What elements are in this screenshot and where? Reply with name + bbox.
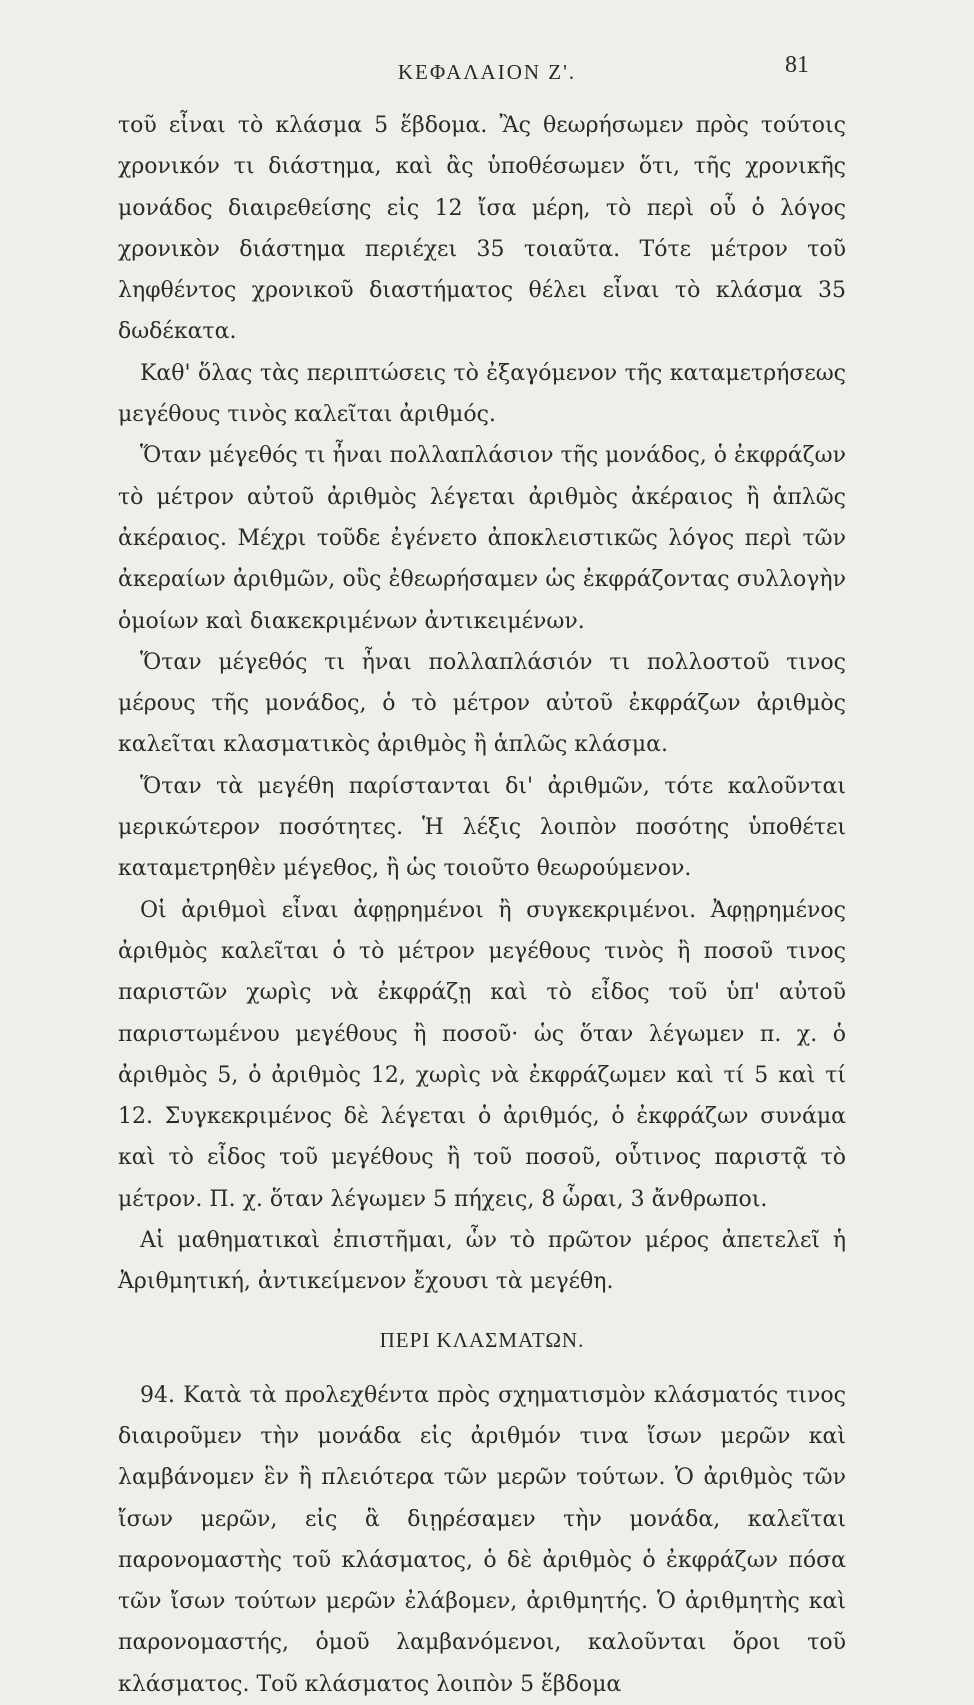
running-head: ΚΕΦΑΛΑΙΟΝ Ζ'. <box>397 60 577 84</box>
paragraph-continuation: τοῦ εἶναι τὸ κλάσμα 5 ἕβδομα. Ἂς θεωρήσωμεν πρὸς τούτοις χρονικόν τι διάστημα, καὶ ἂς ὑποθέσωμεν ὅτι, τῆς χρονικῆς μονάδος διαιρεθείσης εἰς 12 ἴσα μέρη, τὸ περὶ οὗ ὁ λόγος χρονικὸν διάστημα περιέχει 35 τοιαῦτα. Τότε μέτρον τοῦ ληφθέντος χρονικοῦ διαστήματος θέλει εἶναι τὸ κλάσμα 35 δωδέκατα. <box>118 113 846 345</box>
paragraph-number-definition: Καθ' ὅλας τὰς περιπτώσεις τὸ ἐξαγόμενον τῆς καταμετρήσεως μεγέθους τινὸς καλεῖται ἀριθμός. <box>118 360 846 428</box>
paragraph-abstract-concrete: Οἱ ἀριθμοὶ εἶναι ἀφῃρημένοι ἢ συγκεκριμένοι. Ἀφῃρημένος ἀριθμὸς καλεῖται ὁ τὸ μέτρον μεγέθους τινὸς ἢ ποσοῦ τινος παριστῶν χωρὶς νὰ ἐκφράζῃ καὶ τὸ εἶδος τοῦ ὑπ' αὐτοῦ παριστωμένου μεγέθους ἢ ποσοῦ· ὡς ὅταν λέγωμεν π. χ. ὁ ἀριθμὸς 5, ὁ ἀριθμὸς 12, χωρὶς νὰ ἐκφράζωμεν καὶ τί 5 καὶ τί 12. Συγκεκριμένος δὲ λέγεται ὁ ἀριθμός, ὁ ἐκφράζων συνάμα καὶ τὸ εἶδος τοῦ μεγέθους ἢ τοῦ ποσοῦ, οὗτινος παριστᾷ τὸ μέτρον. Π. χ. ὅταν λέγωμεν 5 πήχεις, 8 ὧραι, 3 ἄνθρωποι. <box>118 897 846 1212</box>
paragraph-integer: Ὅταν μέγεθός τι ἦναι πολλαπλάσιον τῆς μονάδος, ὁ ἐκφράζων τὸ μέτρον αὐτοῦ ἀριθμὸς λέγεται ἀριθμὸς ἀκέραιος ἢ ἁπλῶς ἀκέραιος. Μέχρι τοῦδε ἐγένετο ἀποκλειστικῶς λόγος περὶ τῶν ἀκεραίων ἀριθμῶν, οὓς ἐθεωρήσαμεν ὡς ἐκφράζοντας συλλογὴν ὁμοίων καὶ διακεκριμένων ἀντικειμένων. <box>118 443 846 634</box>
paragraph-mathematics: Αἱ μαθηματικαὶ ἐπιστῆμαι, ὧν τὸ πρῶτον μέρος ἀπετελεῖ ἡ Ἀριθμητική, ἀντικείμενον ἔχουσι τὰ μεγέθη. <box>118 1228 846 1295</box>
body-text <box>118 105 846 1705</box>
paragraph-fraction: Ὅταν μέγεθός τι ἦναι πολλαπλάσιόν τι πολλοστοῦ τινος μέρους τῆς μονάδος, ὁ τὸ μέτρον αὐτοῦ ἐκφράζων ἀριθμὸς καλεῖται κλασματικὸς ἀριθμὸς ἢ ἁπλῶς κλάσμα. <box>118 649 846 758</box>
paragraph-quantity: Ὅταν τὰ μεγέθη παρίστανται δι' ἀριθμῶν, τότε καλοῦνται μερικώτερον ποσότητες. Ἡ λέξις λοιπὸν ποσότης ὑποθέτει καταμετρηθὲν μέγεθος, ἢ ὡς τοιοῦτο θεωρούμενον. <box>118 773 846 882</box>
paragraph-section-94: 94. Κατὰ τὰ προλεχθέντα πρὸς σχηματισμὸν κλάσματός τινος διαιροῦμεν τὴν μονάδα εἰς ἀριθμόν τινα ἴσων μερῶν καὶ λαμβάνομεν ἓν ἢ πλειότερα τῶν μερῶν τούτων. Ὁ ἀριθμὸς τῶν ἴσων μερῶν, εἰς ἃ διῃρέσαμεν τὴν μονάδα, καλεῖται παρονομαστὴς τοῦ κλάσματος, ὁ δὲ ἀριθμὸς ὁ ἐκφράζων πόσα τῶν ἴσων τούτων μερῶν ἐλάβομεν, ἀριθμητής. Ὁ ἀριθμητὴς καὶ παρονομαστής, ὁμοῦ λαμβανόμενοι, καλοῦνται ὅροι τοῦ κλάσματος. Τοῦ κλάσματος λοιπὸν 5 ἕβδομα <box>118 1382 846 1697</box>
page-number: 81 <box>785 52 809 78</box>
section-heading: ΠΕΡΙ ΚΛΑΣΜΑΤΩΝ. <box>379 1327 585 1352</box>
